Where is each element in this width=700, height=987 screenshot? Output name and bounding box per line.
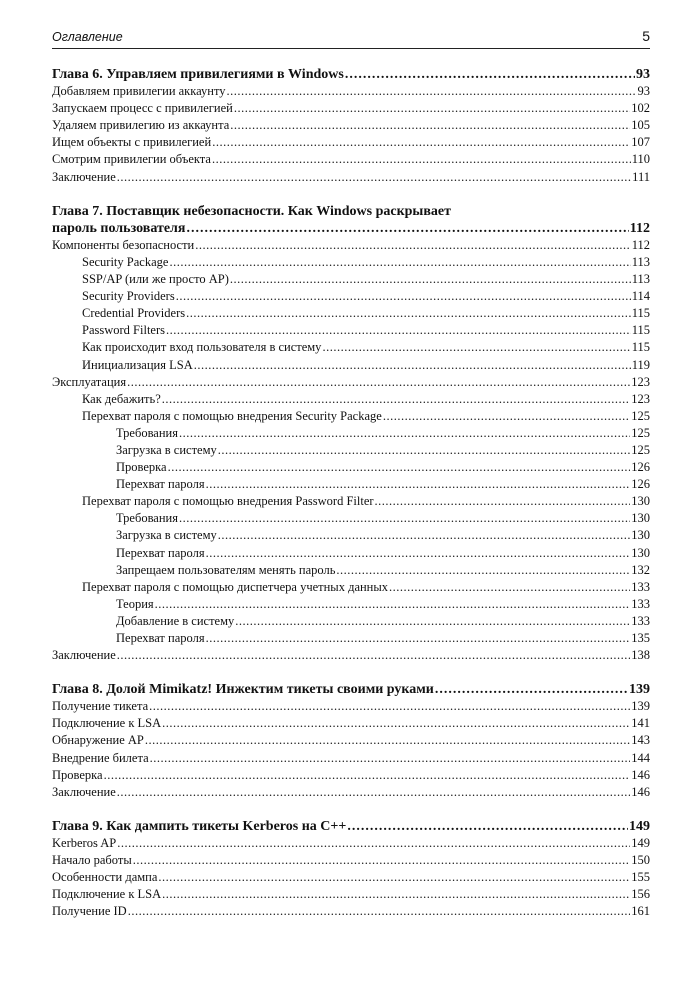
toc-entry[interactable] bbox=[52, 562, 650, 579]
toc-entry-page-number: 112 bbox=[629, 220, 650, 236]
toc-entry-page-number: 156 bbox=[631, 887, 650, 902]
toc-entry[interactable] bbox=[52, 408, 650, 425]
toc-entry-label: Перехват пароля с помощью внедрения Security Package bbox=[82, 408, 382, 423]
toc-entry-label: Password Filters bbox=[82, 323, 165, 338]
toc-dot-leader bbox=[169, 254, 630, 271]
toc-entry-label: Как дебажить? bbox=[82, 391, 161, 406]
toc-entry-label: Перехват пароля с помощью диспетчера учетных данных bbox=[82, 579, 389, 594]
toc-entry[interactable] bbox=[52, 579, 650, 596]
toc-entry[interactable] bbox=[52, 322, 650, 339]
toc-entry-page-number: 139 bbox=[631, 699, 650, 714]
toc-dot-leader bbox=[133, 852, 631, 869]
toc-entry-page-number: 125 bbox=[631, 425, 650, 440]
toc-dot-leader bbox=[375, 493, 631, 510]
toc-dot-leader bbox=[179, 510, 630, 527]
toc-entry-label: Заключение bbox=[52, 648, 116, 663]
toc-dot-leader bbox=[195, 237, 630, 254]
toc-gap bbox=[52, 186, 650, 203]
toc-dot-leader bbox=[117, 835, 630, 852]
toc-entry-label: Добавление в систему bbox=[116, 613, 235, 628]
toc-entry-label: Перехват пароля bbox=[116, 477, 205, 492]
toc-entry-label: Обнаружение AP bbox=[52, 733, 144, 748]
toc-dot-leader bbox=[230, 117, 630, 134]
toc-entry[interactable] bbox=[52, 476, 650, 493]
toc-entry-label: Инициализация LSA bbox=[82, 357, 193, 372]
toc-entry-page-number: 141 bbox=[631, 716, 650, 731]
toc-entry-page-number: 123 bbox=[631, 391, 650, 406]
toc-entry-label: Перехват пароля bbox=[116, 545, 205, 560]
toc-entry-label: Ищем объекты с привилегией bbox=[52, 135, 212, 150]
toc-entry[interactable] bbox=[52, 83, 650, 100]
toc-entry-label: Запрещаем пользователям менять пароль bbox=[116, 562, 336, 577]
toc-entry[interactable] bbox=[52, 254, 650, 271]
toc-dot-leader bbox=[206, 476, 631, 493]
toc-entry-label: Credential Providers bbox=[82, 306, 186, 321]
toc-dot-leader bbox=[186, 305, 631, 322]
toc-entry[interactable] bbox=[52, 117, 650, 134]
toc-entry-label: Компоненты безопасности bbox=[52, 237, 195, 252]
toc-entry-page-number: 161 bbox=[631, 904, 650, 919]
toc-entry[interactable] bbox=[52, 100, 650, 117]
toc-dot-leader bbox=[383, 408, 630, 425]
toc-entry-label: пароль пользователя bbox=[52, 220, 186, 236]
toc-entry-label: Получение ID bbox=[52, 904, 127, 919]
toc-entry-page-number: 133 bbox=[631, 596, 650, 611]
toc-gap bbox=[52, 664, 650, 681]
toc-entry-label: Требования bbox=[116, 511, 178, 526]
toc-entry-label: Перехват пароля bbox=[116, 631, 205, 645]
toc-entry-page-number: 102 bbox=[631, 101, 650, 116]
toc-entry-label: Заключение bbox=[52, 784, 116, 799]
toc-entry-label: Теория bbox=[116, 596, 154, 611]
toc-dot-leader bbox=[179, 425, 630, 442]
toc-entry-page-number: 115 bbox=[631, 306, 650, 321]
toc-entry-label: Удаляем привилегию из аккаунта bbox=[52, 118, 230, 133]
toc-entry[interactable] bbox=[52, 869, 650, 886]
toc-dot-leader bbox=[117, 647, 631, 664]
toc-entry-label: Требования bbox=[116, 425, 178, 440]
toc-entry[interactable] bbox=[52, 425, 650, 442]
toc-entry[interactable] bbox=[52, 442, 650, 459]
toc-entry-page-number: 112 bbox=[631, 237, 650, 252]
toc-entry[interactable] bbox=[52, 886, 650, 903]
toc-dot-leader bbox=[206, 545, 631, 562]
toc-entry[interactable] bbox=[52, 715, 650, 732]
toc-entry[interactable] bbox=[52, 784, 650, 801]
toc-dot-leader bbox=[117, 169, 631, 186]
toc-entry-page-number: 111 bbox=[632, 169, 650, 184]
toc-entry-page-number: 149 bbox=[631, 835, 650, 850]
toc-entry-page-number: 130 bbox=[631, 511, 650, 526]
toc-dot-leader bbox=[194, 357, 631, 374]
toc-entry[interactable] bbox=[52, 357, 650, 374]
toc-entry-label: Начало работы bbox=[52, 853, 132, 868]
toc-entry[interactable] bbox=[52, 151, 650, 168]
toc-entry-page-number: 146 bbox=[631, 767, 650, 782]
toc-dot-leader bbox=[435, 681, 628, 698]
toc-entry-label: Особенности дампа bbox=[52, 870, 158, 885]
toc-chapter-entry[interactable] bbox=[52, 681, 650, 698]
toc-entry-page-number: 146 bbox=[631, 784, 650, 799]
table-of-contents bbox=[52, 66, 650, 920]
toc-entry-page-number: 119 bbox=[631, 357, 650, 372]
toc-dot-leader bbox=[212, 134, 630, 151]
toc-entry[interactable] bbox=[52, 510, 650, 527]
toc-entry[interactable] bbox=[52, 339, 650, 356]
toc-dot-leader bbox=[117, 784, 631, 801]
toc-entry-page-number: 130 bbox=[631, 494, 650, 509]
toc-entry-page-number: 138 bbox=[631, 648, 650, 663]
toc-entry-page-number: 126 bbox=[631, 477, 650, 492]
toc-entry[interactable] bbox=[52, 305, 650, 322]
toc-entry[interactable] bbox=[52, 374, 650, 391]
toc-entry-label: Проверка bbox=[52, 767, 103, 782]
toc-entry[interactable] bbox=[52, 613, 650, 630]
toc-dot-leader bbox=[206, 630, 631, 647]
toc-chapter-entry[interactable] bbox=[52, 818, 650, 835]
toc-entry-page-number: 144 bbox=[631, 750, 650, 765]
toc-dot-leader bbox=[227, 83, 637, 100]
toc-entry-label: Глава 9. Как дампить тикеты Kerberos на C++ bbox=[52, 818, 347, 834]
toc-entry-label: Подключение к LSA bbox=[52, 887, 162, 902]
toc-entry-page-number: 113 bbox=[631, 272, 650, 287]
toc-dot-leader bbox=[127, 374, 630, 391]
toc-entry-page-number: 110 bbox=[631, 152, 650, 167]
toc-dot-leader bbox=[235, 613, 630, 630]
toc-dot-leader bbox=[162, 715, 630, 732]
toc-dot-leader bbox=[176, 288, 631, 305]
toc-entry-page-number: 126 bbox=[631, 460, 650, 475]
toc-dot-leader bbox=[218, 527, 630, 544]
toc-entry-page-number: 107 bbox=[631, 135, 650, 150]
toc-entry-page-number: 113 bbox=[631, 254, 650, 269]
toc-entry-page-number: 114 bbox=[631, 289, 650, 304]
toc-entry[interactable] bbox=[52, 647, 650, 664]
toc-entry[interactable] bbox=[52, 134, 650, 151]
toc-dot-leader bbox=[166, 322, 631, 339]
toc-entry-page-number: 93 bbox=[636, 67, 650, 82]
toc-entry[interactable] bbox=[52, 288, 650, 305]
toc-entry-label: Добавляем привилегии аккаунту bbox=[52, 84, 226, 99]
toc-entry[interactable] bbox=[52, 237, 650, 254]
toc-entry[interactable] bbox=[52, 903, 650, 920]
toc-chapter-entry[interactable] bbox=[52, 220, 650, 237]
toc-dot-leader bbox=[389, 579, 630, 596]
toc-entry-label: Подключение к LSA bbox=[52, 716, 162, 731]
toc-entry-page-number: 130 bbox=[631, 528, 650, 543]
toc-dot-leader bbox=[168, 459, 631, 476]
toc-dot-leader bbox=[186, 220, 628, 237]
toc-dot-leader bbox=[104, 767, 631, 784]
toc-chapter-title-line: Глава 7. Поставщик небезопасности. Как Windows раскрывает bbox=[52, 203, 451, 219]
toc-chapter-entry[interactable] bbox=[52, 66, 650, 83]
toc-dot-leader bbox=[149, 698, 630, 715]
toc-entry-page-number: 149 bbox=[629, 818, 650, 834]
toc-entry-label: Глава 8. Долой Mimikatz! Инжектим тикеты своими руками bbox=[52, 682, 434, 698]
toc-entry-label: Kerberos AP bbox=[52, 835, 117, 850]
toc-entry-page-number: 130 bbox=[631, 545, 650, 560]
toc-dot-leader bbox=[336, 562, 630, 579]
toc-entry-label: Security Providers bbox=[82, 289, 175, 304]
toc-dot-leader bbox=[150, 750, 631, 767]
toc-dot-leader bbox=[155, 596, 631, 613]
toc-entry-page-number: 115 bbox=[631, 340, 650, 355]
running-header bbox=[52, 28, 650, 49]
toc-dot-leader bbox=[322, 339, 630, 356]
toc-entry-page-number: 135 bbox=[631, 631, 650, 645]
toc-entry[interactable] bbox=[52, 169, 650, 186]
toc-entry-label: Смотрим привилегии объекта bbox=[52, 152, 211, 167]
toc-entry[interactable] bbox=[52, 459, 650, 476]
toc-entry-page-number: 125 bbox=[631, 408, 650, 423]
toc-dot-leader bbox=[162, 391, 630, 408]
toc-dot-leader bbox=[145, 732, 630, 749]
toc-entry-page-number: 123 bbox=[631, 374, 650, 389]
toc-entry[interactable] bbox=[52, 527, 650, 544]
toc-entry-label: Внедрение билета bbox=[52, 750, 149, 765]
toc-entry[interactable] bbox=[52, 732, 650, 749]
toc-entry-label: Глава 6. Управляем привилегиями в Windows bbox=[52, 67, 344, 82]
toc-dot-leader bbox=[162, 886, 630, 903]
toc-entry[interactable] bbox=[52, 545, 650, 562]
toc-entry-page-number: 125 bbox=[631, 442, 650, 457]
toc-dot-leader bbox=[212, 151, 631, 168]
toc-entry[interactable] bbox=[52, 852, 650, 869]
toc-entry-page-number: 155 bbox=[631, 870, 650, 885]
toc-entry[interactable] bbox=[52, 271, 650, 288]
toc-dot-leader bbox=[128, 903, 631, 920]
toc-entry-page-number: 105 bbox=[631, 118, 650, 133]
toc-dot-leader bbox=[347, 818, 628, 835]
running-header-title: Оглавление bbox=[52, 30, 123, 44]
toc-entry-label: Security Package bbox=[82, 254, 169, 269]
toc-entry-page-number: 133 bbox=[631, 613, 650, 628]
toc-entry-page-number: 150 bbox=[631, 853, 650, 868]
toc-entry-page-number: 115 bbox=[631, 323, 650, 338]
toc-entry-label: SSP/AP (или же просто AP) bbox=[82, 272, 229, 287]
toc-entry-label: Получение тикета bbox=[52, 699, 149, 714]
toc-dot-leader bbox=[158, 869, 630, 886]
toc-entry[interactable] bbox=[52, 835, 650, 852]
toc-entry[interactable] bbox=[52, 698, 650, 715]
toc-entry-page-number: 93 bbox=[637, 84, 650, 99]
toc-entry[interactable] bbox=[52, 391, 650, 408]
toc-entry-label: Заключение bbox=[52, 169, 116, 184]
toc-entry-label: Перехват пароля с помощью внедрения Password Filter bbox=[82, 494, 374, 509]
toc-entry-label: Запускаем процесс с привилегией bbox=[52, 101, 233, 116]
toc-entry[interactable] bbox=[52, 493, 650, 510]
toc-entry-label: Как происходит вход пользователя в систему bbox=[82, 340, 322, 355]
toc-entry-label: Загрузка в систему bbox=[116, 528, 217, 543]
toc-gap bbox=[52, 801, 650, 818]
toc-dot-leader bbox=[230, 271, 631, 288]
toc-dot-leader bbox=[218, 442, 630, 459]
toc-dot-leader bbox=[345, 66, 635, 83]
toc-entry[interactable] bbox=[52, 596, 650, 613]
running-header-page-number: 5 bbox=[642, 28, 650, 44]
toc-dot-leader bbox=[234, 100, 630, 117]
toc-entry-label: Загрузка в систему bbox=[116, 442, 217, 457]
toc-entry[interactable] bbox=[52, 767, 650, 784]
toc-entry[interactable] bbox=[52, 630, 650, 647]
toc-entry-page-number: 139 bbox=[629, 682, 650, 698]
toc-entry[interactable] bbox=[52, 750, 650, 767]
toc-entry-page-number: 143 bbox=[631, 733, 650, 748]
toc-entry-label: Эксплуатация bbox=[52, 374, 127, 389]
toc-entry-page-number: 132 bbox=[631, 562, 650, 577]
toc-entry-label: Проверка bbox=[116, 460, 167, 475]
toc-entry-page-number: 133 bbox=[631, 579, 650, 594]
